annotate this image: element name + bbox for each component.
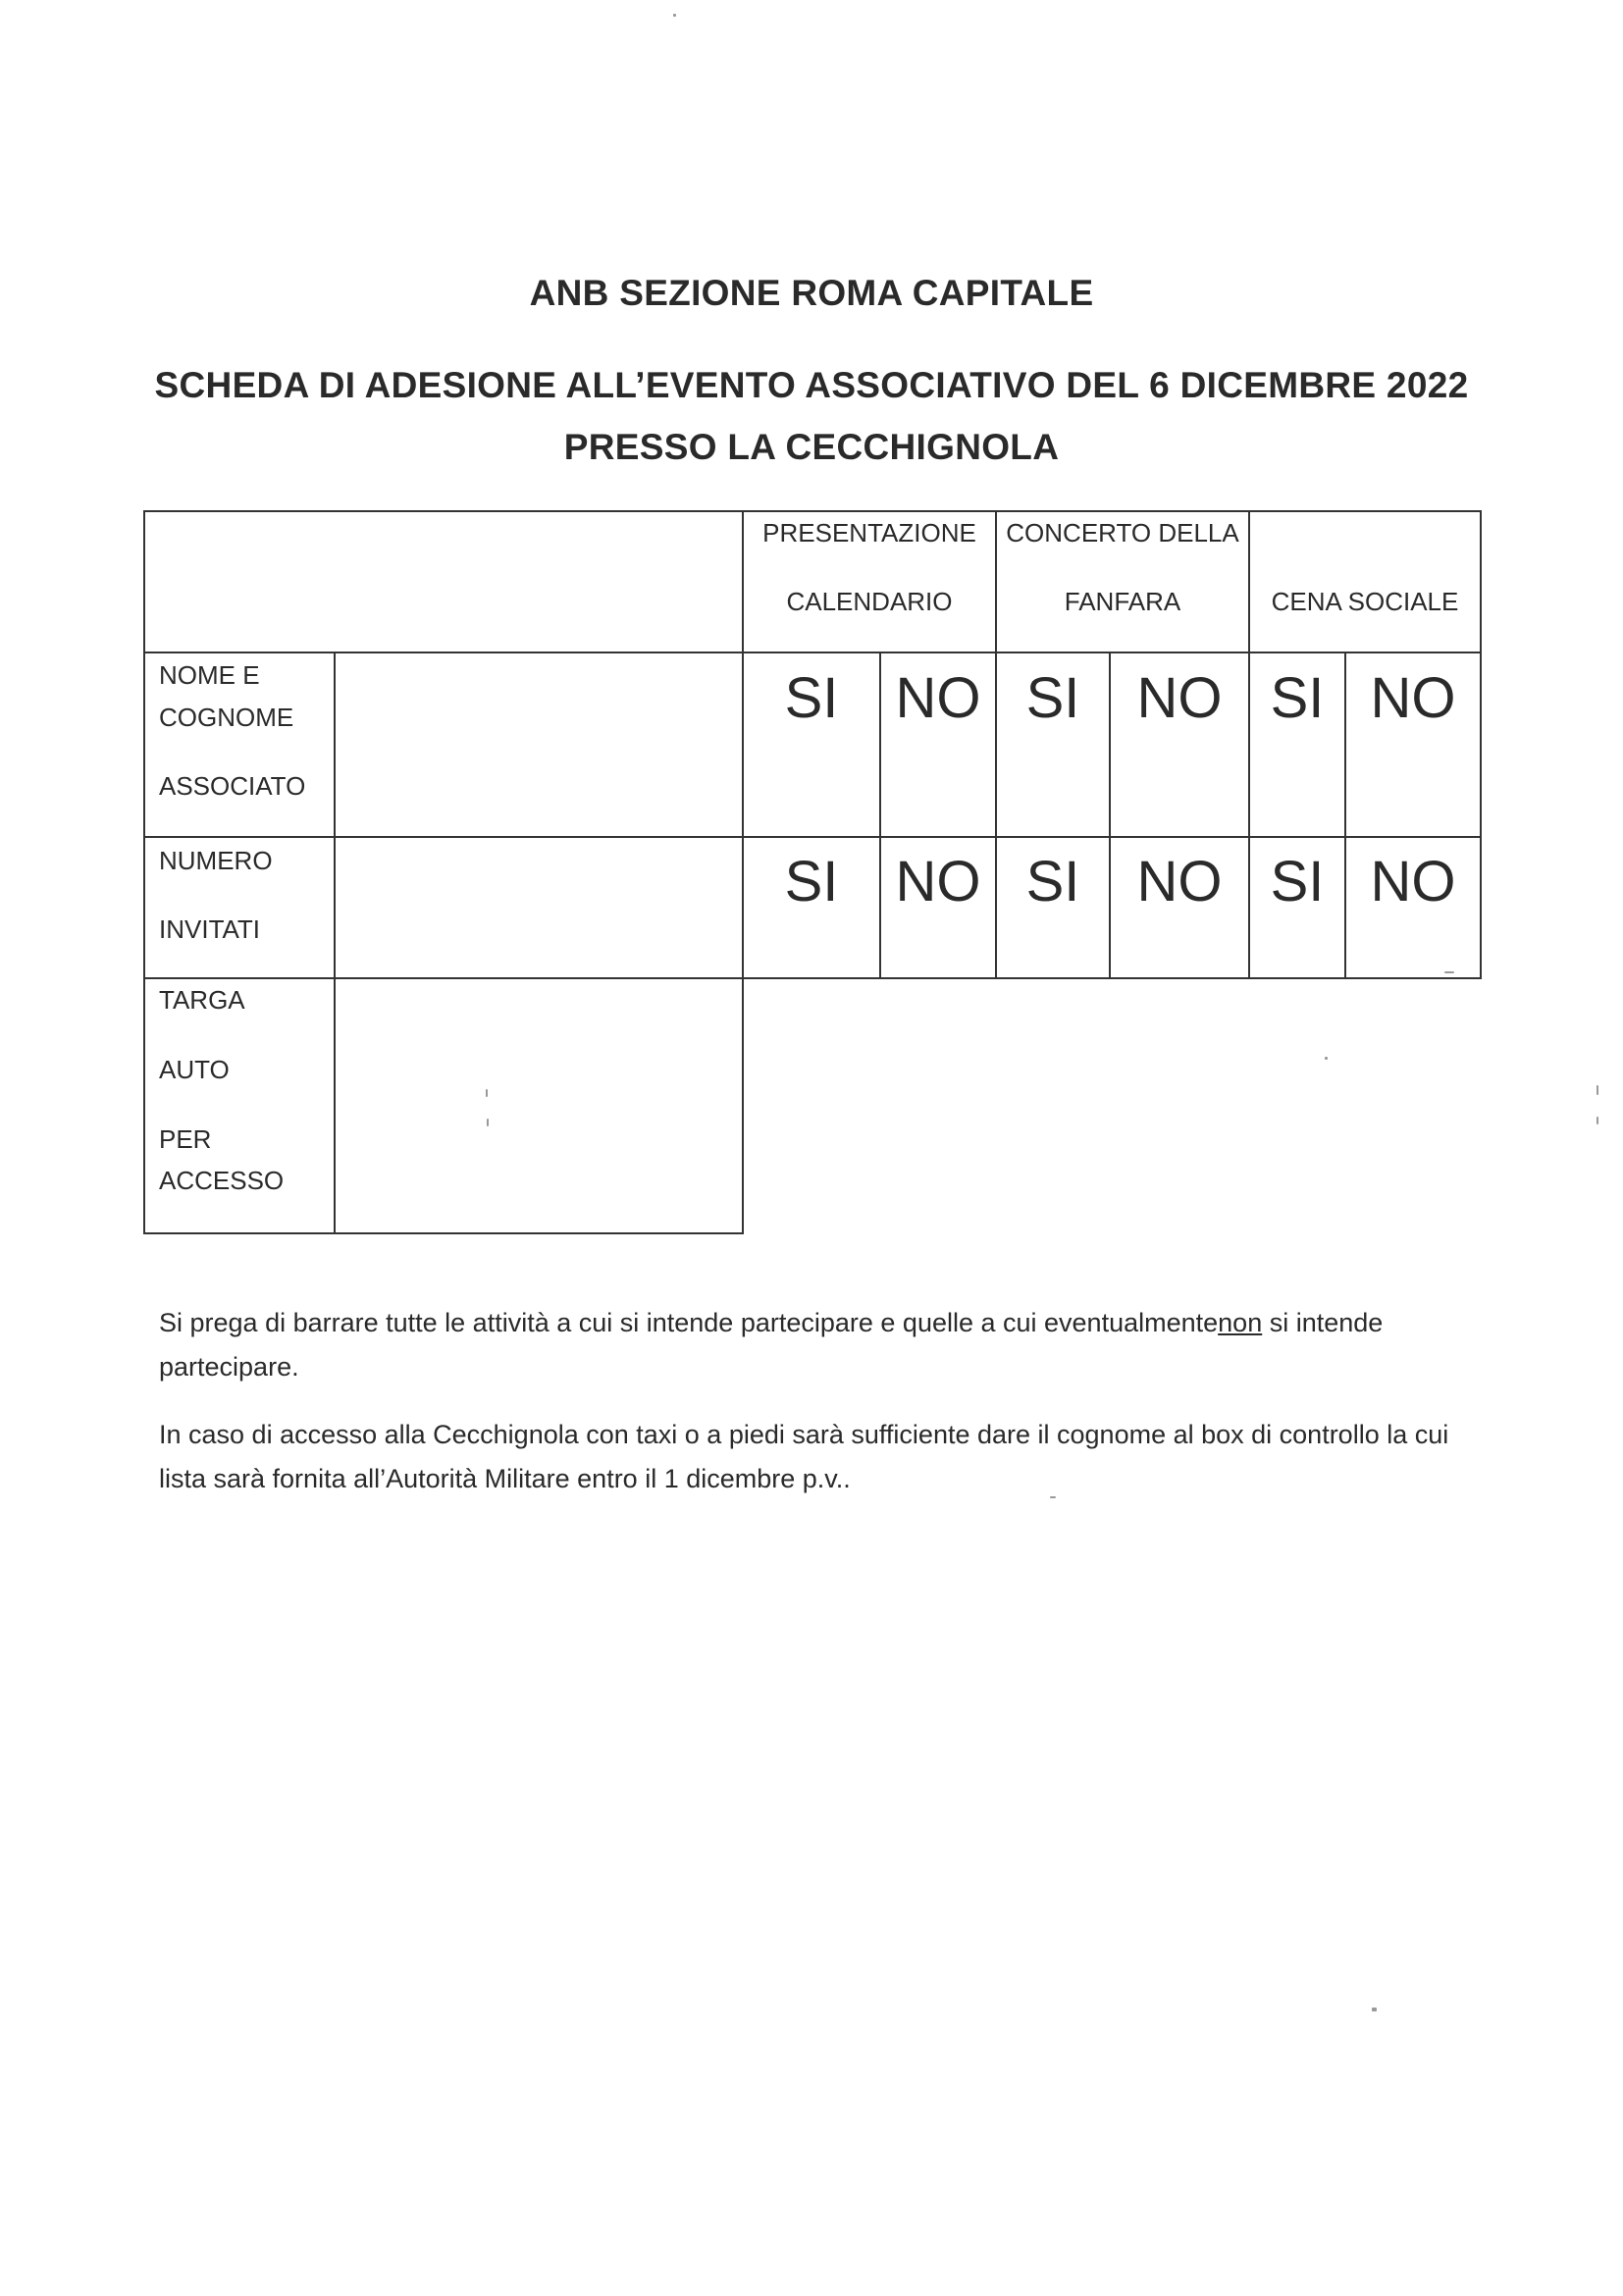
row-label-line: ACCESSO <box>159 1166 285 1195</box>
column-header-line2: CENA SOCIALE <box>1271 587 1459 616</box>
row-label-line: TARGA <box>159 985 245 1015</box>
row-label-line: ASSOCIATO <box>159 771 306 801</box>
instructions-text-end: si intende partecipare. <box>159 1308 1384 1382</box>
scan-speck <box>1444 971 1454 973</box>
scan-speck <box>1597 1117 1598 1124</box>
scan-speck <box>1325 1057 1328 1060</box>
scan-speck <box>1050 1496 1056 1498</box>
no-option-cena[interactable]: NO <box>1370 666 1456 730</box>
scan-speck <box>1372 2008 1377 2011</box>
column-header-line2: CALENDARIO <box>786 587 953 616</box>
header-empty-cell <box>143 510 744 653</box>
scan-speck <box>1597 1085 1598 1095</box>
row-label-line: NUMERO <box>159 846 273 875</box>
no-option-fanfara[interactable]: NO <box>1136 666 1223 730</box>
column-header-line1: PRESENTAZIONE <box>762 518 976 548</box>
yes-option-fanfara[interactable]: SI <box>1025 850 1080 913</box>
section-title: ANB SEZIONE ROMA CAPITALE <box>529 273 1094 313</box>
no-option-fanfara[interactable]: NO <box>1136 850 1223 913</box>
row-label-line: AUTO <box>159 1055 230 1084</box>
no-option-calendario[interactable]: NO <box>895 666 981 730</box>
scan-speck <box>673 14 676 17</box>
form-subtitle: PRESSO LA CECCHIGNOLA <box>563 427 1060 467</box>
row-label-line: NOME E <box>159 660 260 690</box>
scan-speck <box>487 1119 489 1126</box>
row-label-line: COGNOME <box>159 703 294 732</box>
row-label-line: PER <box>159 1124 212 1154</box>
instructions-paragraph <box>159 1301 1493 1389</box>
yes-option-calendario[interactable]: SI <box>784 850 839 913</box>
scan-speck <box>486 1089 488 1097</box>
no-option-cena[interactable]: NO <box>1370 850 1456 913</box>
column-header-line1: CONCERTO DELLA <box>1006 518 1239 548</box>
form-title: SCHEDA DI ADESIONE ALL’EVENTO ASSOCIATIVO DEL 6 DICEMBRE 2022 <box>154 365 1469 405</box>
no-option-calendario[interactable]: NO <box>895 850 981 913</box>
yes-option-fanfara[interactable]: SI <box>1025 666 1080 730</box>
associate-name-field[interactable] <box>334 652 744 838</box>
yes-option-calendario[interactable]: SI <box>784 666 839 730</box>
guests-number-field[interactable] <box>334 836 744 979</box>
instructions-text: Si prega di barrare tutte le attività a cui si intende partecipare e quelle a cui eventualmente <box>159 1308 1219 1337</box>
row-label-line: INVITATI <box>159 914 261 944</box>
access-note-paragraph: In caso di accesso alla Cecchignola con taxi o a piedi sarà sufficiente dare il cognome al box di controllo la cui lista sarà fornita all’Autorità Militare entro il 1 dicembre p.v.. <box>159 1420 1449 1493</box>
yes-option-cena[interactable]: SI <box>1270 666 1325 730</box>
instructions-emphasis: non <box>1218 1308 1263 1337</box>
car-plate-field[interactable] <box>334 977 744 1234</box>
header-cell-cena <box>1248 510 1482 653</box>
yes-option-cena[interactable]: SI <box>1270 850 1325 913</box>
column-header-line2: FANFARA <box>1064 587 1181 616</box>
